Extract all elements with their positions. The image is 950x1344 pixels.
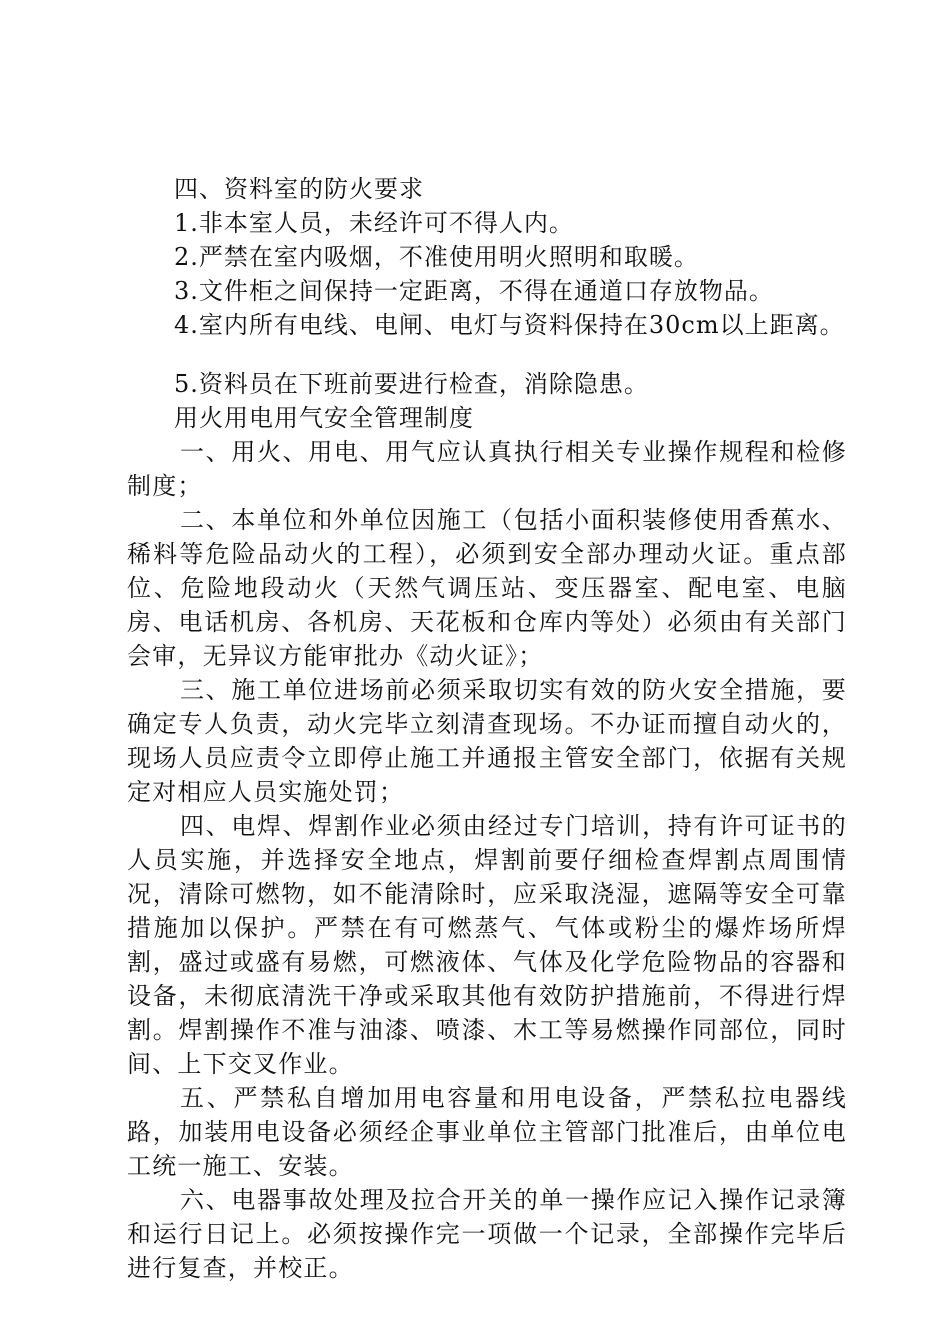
list-item: 1.非本室人员，未经许可不得人内。 xyxy=(174,209,574,237)
regulation-title: 用火用电用气安全管理制度 xyxy=(174,404,474,432)
list-item: 4.室内所有电线、电闸、电灯与资料保持在30cm以上距离。 xyxy=(174,311,845,339)
list-item: 3.文件柜之间保持一定距离，不得在通道口存放物品。 xyxy=(174,277,774,305)
regulation-paragraph: 六、电器事故处理及拉合开关的单一操作应记入操作记录簿和运行日记上。必须按操作完一项做一个记录，全部操作完毕后进行复查，并校正。 xyxy=(127,1186,847,1282)
spacer xyxy=(127,342,847,367)
regulation-paragraph: 三、施工单位进场前必须采取切实有效的防火安全措施，要确定专人负责，动火完毕立刻清查现场。不办证而擅自动火的，现场人员应责令立即停止施工并通报主管安全部门，依据有关规定对相应人员实施处罚； xyxy=(127,676,847,806)
regulation-paragraph: 二、本单位和外单位因施工（包括小面积装修使用香蕉水、稀料等危险品动火的工程），必须到安全部办理动火证。重点部位、危险地段动火（天然气调压站、变压器室、配电室、电脑房、电话机房、各机房、天花板和仓库内等处）必须由有关部门会审，无异议方能审批办《动火证》； xyxy=(127,506,847,670)
regulation-paragraph: 一、用火、用电、用气应认真执行相关专业操作规程和检修制度； xyxy=(127,438,847,500)
section-heading: 四、资料室的防火要求 xyxy=(174,175,424,203)
regulation-paragraph: 五、严禁私自增加用电容量和用电设备，严禁私拉电器线路，加装用电设备必须经企事业单位主管部门批准后，由单位电工统一施工、安装。 xyxy=(127,1084,847,1180)
regulation-paragraph: 四、电焊、焊割作业必须由经过专门培训，持有许可证书的人员实施，并选择安全地点，焊割前要仔细检查焊割点周围情况，清除可燃物，如不能清除时，应采取浇湿，遮隔等安全可靠措施加以保护。严禁在有可燃蒸气、气体或粉尘的爆炸场所焊割，盛过或盛有易燃，可燃液体、气体及化学危险物品的容器和设备，未彻底清洗干净或采取其他有效防护措施前，不得进行焊割。焊割操作不准与油漆、喷漆、木工等易燃操作同部位，同时间、上下交叉作业。 xyxy=(127,812,847,1078)
list-item: 2.严禁在室内吸烟，不准使用明火照明和取暖。 xyxy=(174,243,699,271)
list-item: 5.资料员在下班前要进行检查，消除隐患。 xyxy=(174,370,649,398)
document-body xyxy=(127,172,847,1285)
